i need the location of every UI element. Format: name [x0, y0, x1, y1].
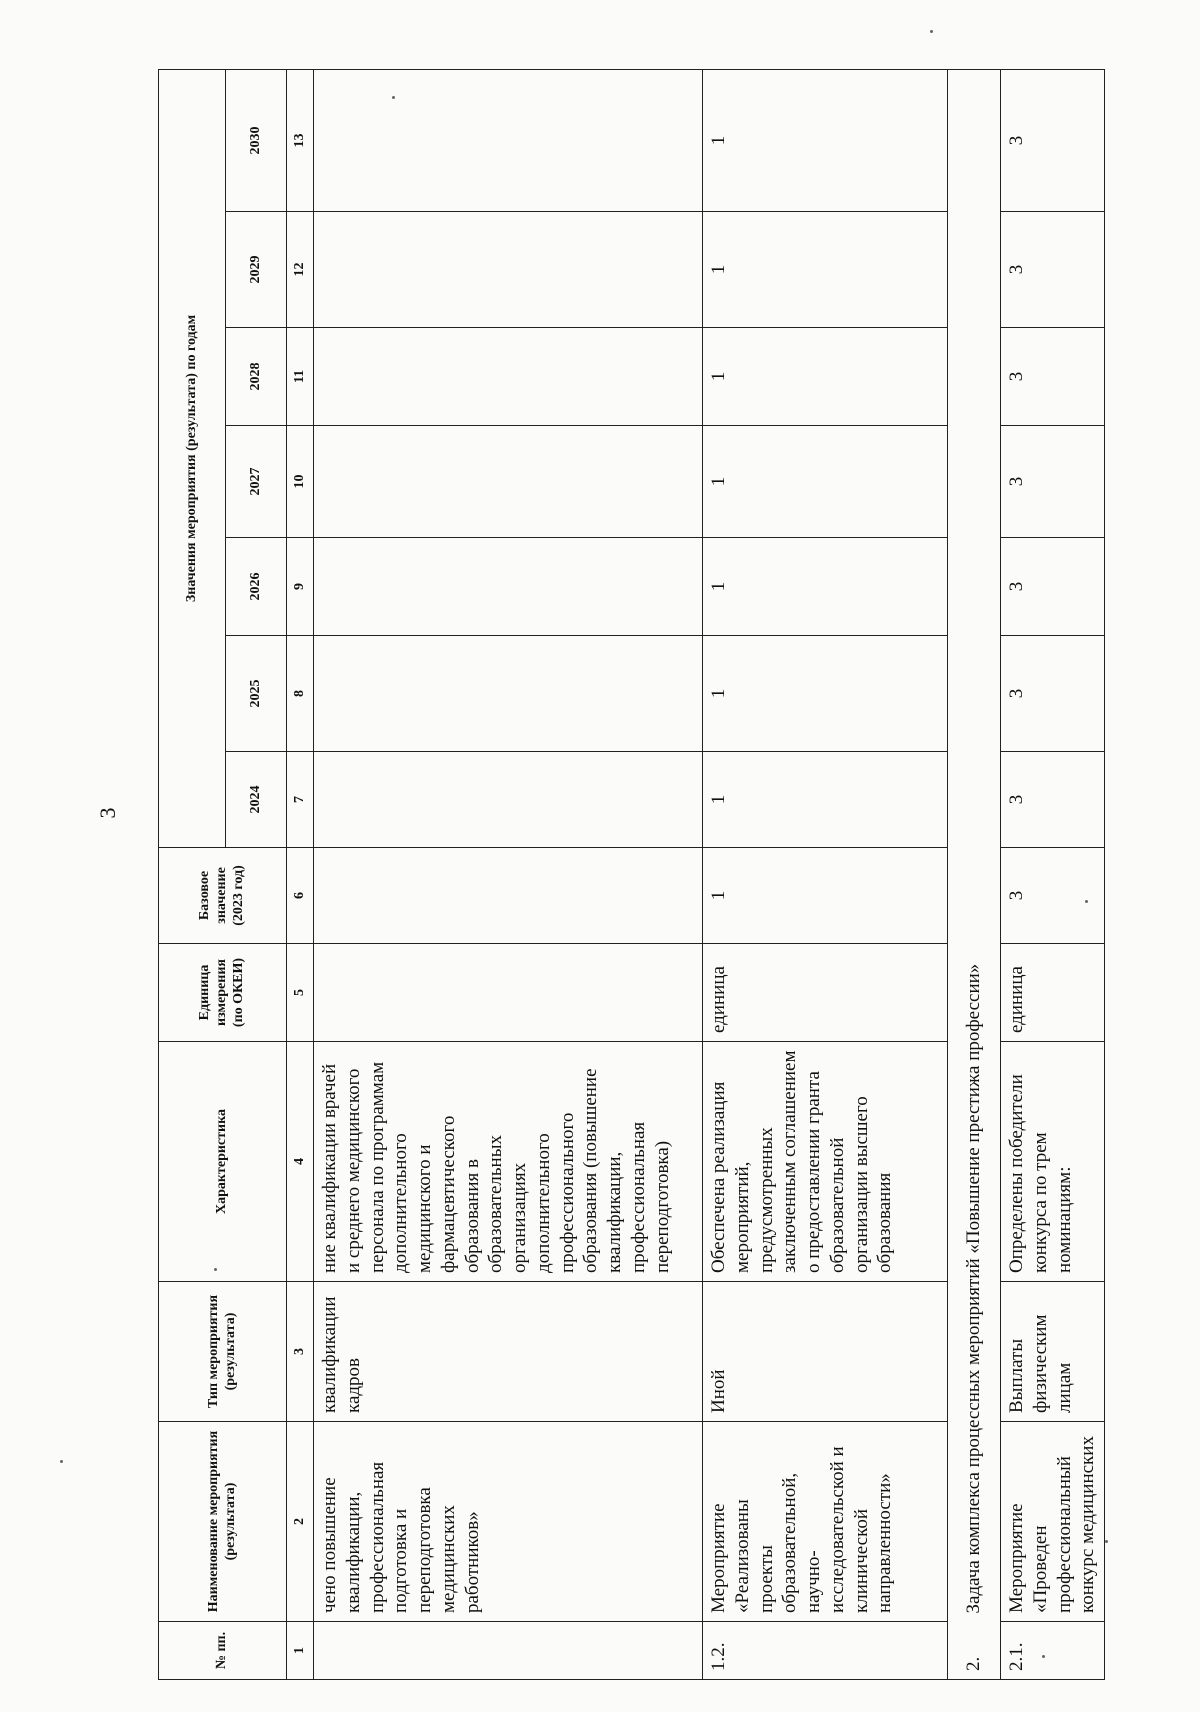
- header-year: 2029: [226, 212, 287, 328]
- row-name: Мероприятие «Проведен профессиональный конкурс медицинских: [1001, 1422, 1105, 1622]
- row-value: [314, 212, 703, 328]
- scan-speck: [930, 30, 933, 33]
- column-number: 10: [287, 426, 314, 538]
- column-number: 12: [287, 212, 314, 328]
- row-base: 1: [703, 848, 948, 944]
- row-value: 1: [703, 426, 948, 538]
- task-text: Задача комплекса процессных мероприятий «Повышение престижа профессии»: [948, 69, 1001, 1621]
- column-number: 6: [287, 848, 314, 944]
- row-type: квалификации кадров: [314, 1282, 703, 1422]
- header-year: 2024: [226, 752, 287, 848]
- header-year: 2027: [226, 426, 287, 538]
- header-year: 2030: [226, 69, 287, 211]
- table-row: [314, 69, 703, 1679]
- row-value: 3: [1001, 69, 1105, 211]
- row-type: Выплаты физическим лицам: [1001, 1282, 1105, 1422]
- row-value: 3: [1001, 212, 1105, 328]
- task-no: 2.: [948, 1622, 1001, 1680]
- header-year: 2028: [226, 328, 287, 426]
- column-number: 1: [287, 1622, 314, 1680]
- row-value: 3: [1001, 538, 1105, 636]
- row-value: 3: [1001, 328, 1105, 426]
- row-type: Иной: [703, 1282, 948, 1422]
- row-value: [314, 328, 703, 426]
- row-no: 2.1.: [1001, 1622, 1105, 1680]
- row-value: 3: [1001, 636, 1105, 752]
- header-base: Базовое значение (2023 год): [159, 848, 287, 944]
- task-row: [948, 69, 1001, 1679]
- row-name: Мероприятие «Реализованы проекты образовательной, научно-исследовательской и клинической направленности»: [703, 1422, 948, 1622]
- scan-speck: [1042, 1655, 1045, 1658]
- row-value: 1: [703, 69, 948, 211]
- scan-speck: [1085, 900, 1088, 903]
- row-base: 3: [1001, 848, 1105, 944]
- row-characteristic: Обеспечена реализация мероприятий, предусмотренных заключенным соглашением о предоставлении гранта образовательной организации высшего образования: [703, 1042, 948, 1282]
- table-row: [703, 69, 948, 1679]
- header-type: Тип мероприятия (результата): [159, 1282, 287, 1422]
- row-unit: единица: [703, 944, 948, 1042]
- row-unit: [314, 944, 703, 1042]
- row-value: [314, 538, 703, 636]
- column-number: 8: [287, 636, 314, 752]
- header-characteristic: Характеристика: [159, 1042, 287, 1282]
- page-number: 3: [95, 807, 120, 819]
- row-value: [314, 752, 703, 848]
- column-number: 13: [287, 69, 314, 211]
- activities-table: [158, 69, 1105, 1680]
- scan-speck: [1105, 1540, 1108, 1543]
- column-number: 4: [287, 1042, 314, 1282]
- row-no: 1.2.: [703, 1622, 948, 1680]
- column-number: 7: [287, 752, 314, 848]
- header-no: № пп.: [159, 1622, 287, 1680]
- column-number-row: [287, 69, 314, 1679]
- row-no: [314, 1622, 703, 1680]
- row-value: 1: [703, 538, 948, 636]
- row-unit: единица: [1001, 944, 1105, 1042]
- scan-speck: [214, 1268, 217, 1271]
- column-number: 3: [287, 1282, 314, 1422]
- column-number: 5: [287, 944, 314, 1042]
- row-value: 3: [1001, 426, 1105, 538]
- header-year: 2026: [226, 538, 287, 636]
- row-base: [314, 848, 703, 944]
- header-row: [159, 69, 226, 1679]
- row-value: [314, 426, 703, 538]
- row-value: 1: [703, 212, 948, 328]
- column-number: 9: [287, 538, 314, 636]
- row-value: 1: [703, 636, 948, 752]
- row-value: 1: [703, 752, 948, 848]
- row-name: чено повышение квалификации, профессиональная подготовка и переподготовка медицинских работников»: [314, 1422, 703, 1622]
- column-number: 2: [287, 1422, 314, 1622]
- header-unit: Единица измерения (по ОКЕИ): [159, 944, 287, 1042]
- row-characteristic: Определены победители конкурса по трем номинациям:: [1001, 1042, 1105, 1282]
- column-number: 11: [287, 328, 314, 426]
- row-value: [314, 69, 703, 211]
- row-value: [314, 636, 703, 752]
- row-value: 3: [1001, 752, 1105, 848]
- row-value: 1: [703, 328, 948, 426]
- scan-speck: [392, 96, 395, 99]
- row-characteristic: ние квалификации врачей и среднего медицинского персонала по программам дополнительного медицинского и фармацевтического образования в образовательных организациях дополнительного профессионального образования (повышение квалификации, профессиональная переподготовка): [314, 1042, 703, 1282]
- rotated-table-page: [158, 70, 1099, 1680]
- header-year: 2025: [226, 636, 287, 752]
- table-row: [1001, 69, 1105, 1679]
- header-years-group: Значения мероприятия (результата) по годам: [159, 69, 226, 847]
- scan-speck: [60, 1460, 63, 1463]
- header-name: Наименование мероприятия (результата): [159, 1422, 287, 1622]
